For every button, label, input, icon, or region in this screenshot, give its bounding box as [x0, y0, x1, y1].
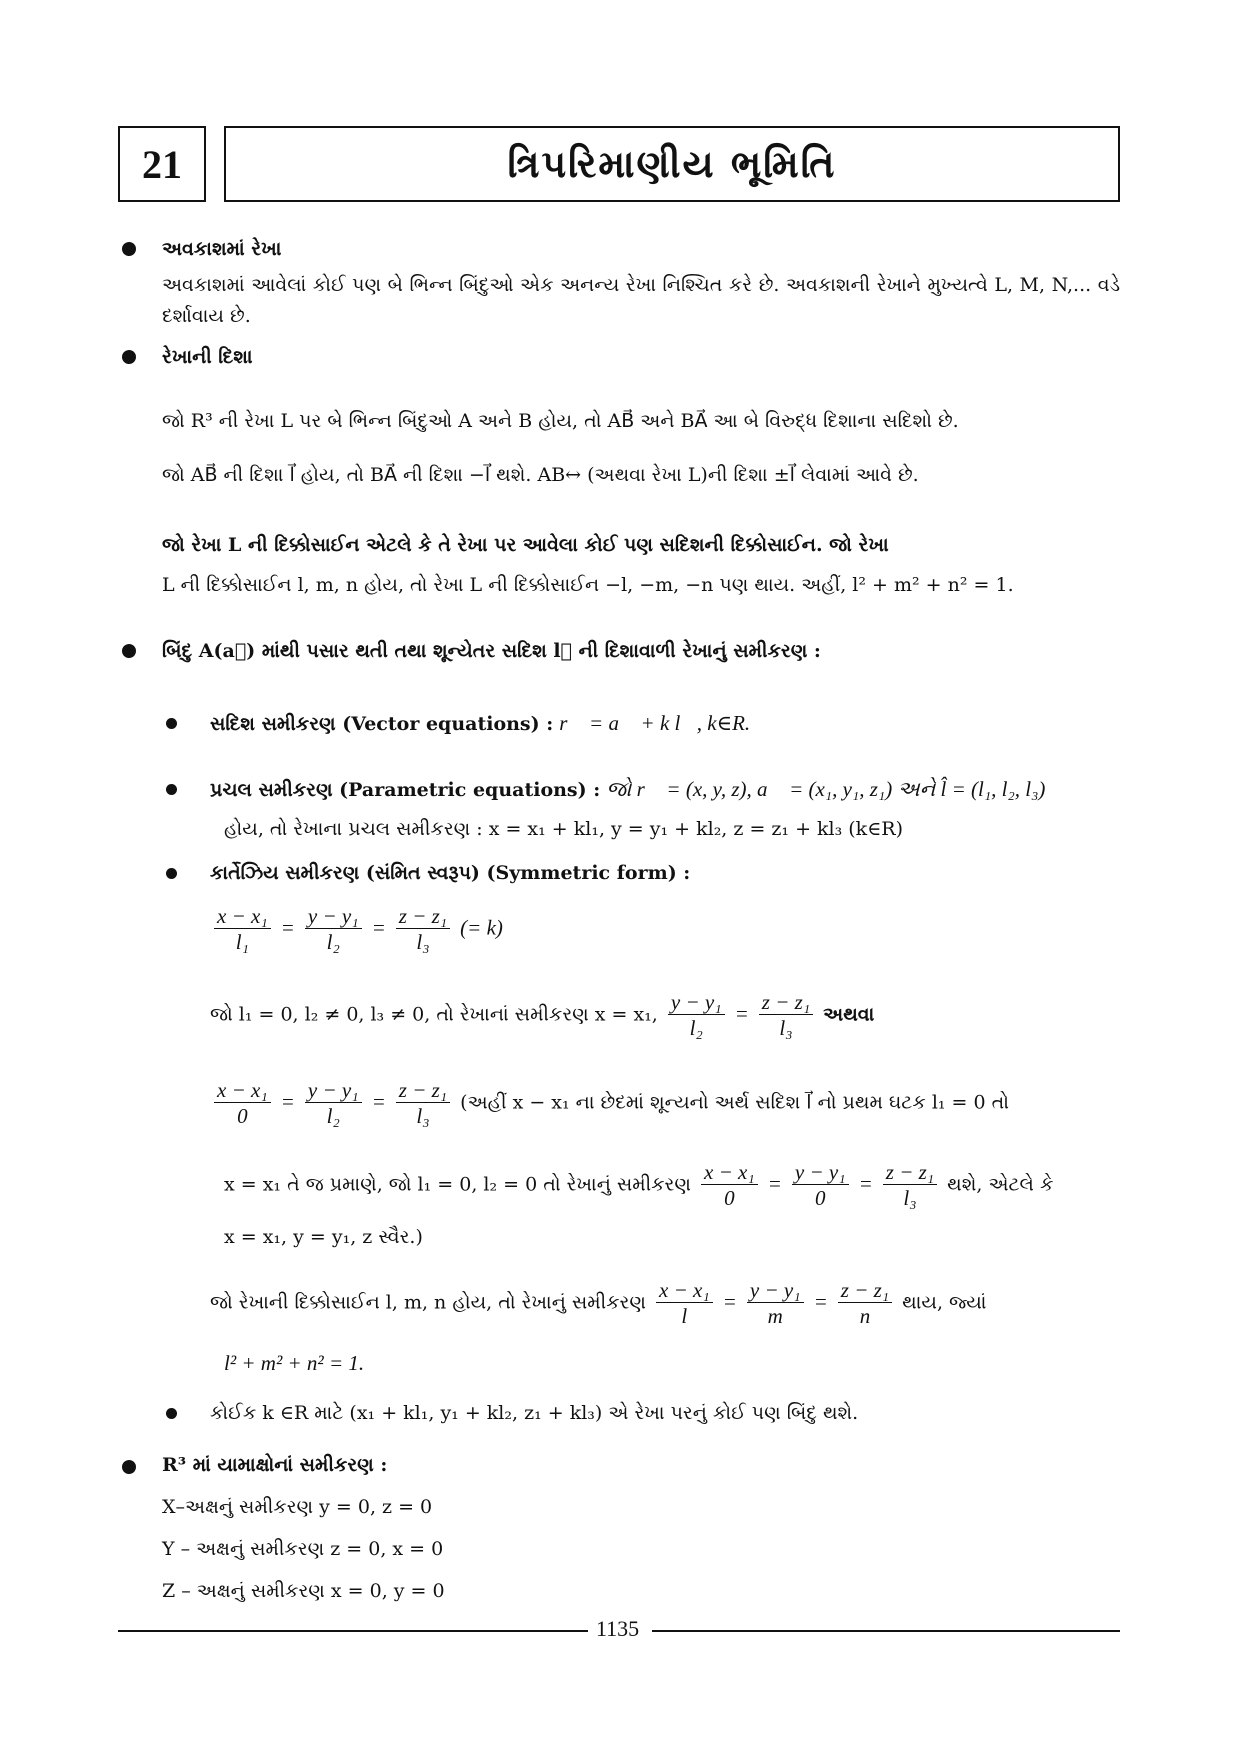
fraction: $\frac{\text{x − x₁}}{0}$ — [214, 1078, 271, 1129]
vector-equation-label: સદિશ સમીકરણ (Vector equations) : — [210, 713, 554, 735]
fraction: $\frac{\text{y − y₁}}{\text{l₂}}$ — [305, 1078, 362, 1129]
footer-rule-left — [118, 1630, 588, 1632]
fraction: $\frac{\text{z − z₁}}{\text{l₃}}$ — [396, 904, 450, 955]
direction-line-2: જો AB⃗ ની દિશા l⃗ હોય, તો BA⃗ ની દિશા −l⃗ થશે. AB↔ (અથવા રેખા L)ની દિશા ±l⃗ લેવામાં આવે છે. — [162, 464, 919, 486]
parametric-equation — [210, 774, 1045, 805]
section-heading-line-direction: રેખાની દિશા — [162, 346, 253, 368]
page-number: 1135 — [596, 1616, 640, 1641]
zero-denominator-equation: $\frac{\text{x − x₁}}{0}$ = $\frac{\text{y − y₁}}{\text{l₂}}$ = $\frac{\text{z − z₁}}{\text{l₃}}$ (અહીં x − x₁ ના છેદમાં શૂન્યનો અર્થ સદિશ l⃗ નો પ્રથમ ઘટક l₁ = 0 તો — [210, 1078, 1009, 1129]
fraction: $\frac{\text{y − y₁}}{0}$ — [792, 1160, 849, 1211]
note-line-3: x = x₁, y = y₁, z સ્વૈર.) — [224, 1226, 423, 1248]
fraction: $\frac{\text{x − x₁}}{0}$ — [701, 1160, 758, 1211]
x-axis-equation: X–અક્ષનું સમીકરણ y = 0, z = 0 — [162, 1496, 433, 1518]
section-heading-axes: R³ માં યામાક્ષોનાં સમીકરણ : — [162, 1454, 388, 1476]
note-line-1: (અહીં x − x₁ ના છેદમાં શૂન્યનો અર્થ સદિશ l⃗ નો પ્રથમ ઘટક l₁ = 0 તો — [460, 1091, 1009, 1114]
bullet-icon — [122, 644, 136, 658]
fraction: $\frac{\text{y − y₁}}{m}$ — [747, 1278, 804, 1329]
vector-equation-formula: r⃗ = a⃗ + k l⃗, k∈R. — [559, 711, 751, 735]
y-axis-equation: Y – અક્ષનું સમીકરણ z = 0, x = 0 — [162, 1538, 444, 1560]
z-axis-equation: Z – અક્ષનું સમીકરણ x = 0, y = 0 — [162, 1580, 445, 1602]
general-point-line: કોઈક k ∈R માટે (x₁ + kl₁, y₁ + kl₂, z₁ + kl₃) એ રેખા પરનું કોઈ પણ બિંદુ થશે. — [210, 1402, 859, 1424]
fraction: $\frac{\text{z − z₁}}{\text{l₃}}$ — [396, 1078, 450, 1129]
fraction: $\frac{\text{z − z₁}}{\text{l₃}}$ — [759, 990, 813, 1041]
section-heading-line-in-space: અવકાશમાં રેખા — [162, 238, 282, 260]
equals-k: (= k) — [460, 915, 503, 940]
cartesian-equation-label: કાર્તેઝિય સમીકરણ (સંમિત સ્વરૂપ) (Symmetric form) : — [210, 862, 691, 884]
bullet-icon — [166, 718, 177, 729]
bullet-icon — [122, 350, 136, 364]
chapter-number: 21 — [118, 126, 206, 202]
parametric-equation-line-2: હોય, તો રેખાના પ્રચલ સમીકરણ : x = x₁ + kl₁, y = y₁ + kl₂, z = z₁ + kl₃ (k∈R) — [224, 818, 903, 840]
fraction: $\frac{\text{x − x₁}}{l}$ — [656, 1278, 713, 1329]
parametric-equation-label: પ્રચલ સમીકરણ (Parametric equations) : — [210, 779, 601, 801]
fraction: $\frac{\text{x − x₁}}{\text{l₁}}$ — [214, 904, 271, 955]
bullet-icon — [166, 784, 177, 795]
fraction: $\frac{\text{z − z₁}}{\text{l₃}}$ — [883, 1160, 937, 1211]
direction-cosine-condition: l² + m² + n² = 1. — [224, 1351, 365, 1375]
parametric-condition: જો r⃗ = (x, y, z), a⃗ = (x₁, y₁, z₁) અને l̂ = (l₁, l₂, l₃) — [606, 777, 1046, 801]
fraction: $\frac{\text{y − y₁}}{\text{l₂}}$ — [305, 904, 362, 955]
section-text-line-in-space: અવકાશમાં આવેલાં કોઈ પણ બે ભિન્ન બિંદુઓ એક અનન્ય રેખા નિશ્ચિત કરે છે. અવકાશની રેખાને મુખ્યત્વે L, M, N,... વડે દર્શાવાય છે. — [162, 274, 1120, 327]
bullet-icon — [122, 242, 136, 256]
fraction: $\frac{\text{z − z₁}}{n}$ — [838, 1278, 892, 1329]
note-line-2: x = x₁ તે જ પ્રમાણે, જો l₁ = 0, l₂ = 0 તો રેખાનું સમીકરણ $\frac{\text{x − x₁}}{0}$ = $\frac{\text{y − y₁}}{0}$ = $\frac{\text{z − z₁}}{\text{l₃}}$ થશે, એટલે કે — [224, 1160, 1054, 1210]
direction-line-1: જો R³ ની રેખા L પર બે ભિન્ન બિંદુઓ A અને B હોય, તો AB⃗ અને BA⃗ આ બે વિરુદ્ધ દિશાના સદિશો છે. — [162, 410, 959, 432]
bullet-icon — [122, 1460, 136, 1474]
direction-line-4: L ની દિક્કોસાઈન l, m, n હોય, તો રેખા L ની દિક્કોસાઈન −l, −m, −n પણ થાય. અહીં, l² + m² + n² = 1. — [162, 574, 1014, 596]
bullet-icon — [166, 868, 177, 879]
bullet-icon — [166, 1408, 177, 1419]
chapter-title: ત્રિપરિમાણીય ભૂમિતિ — [224, 126, 1120, 202]
direction-line-3: જો રેખા L ની દિક્કોસાઈન એટલે કે તે રેખા પર આવેલા કોઈ પણ સદિશની દિક્કોસાઈન. જો રેખા — [162, 534, 889, 556]
vector-equation — [210, 708, 750, 739]
direction-cosine-equation: જો રેખાની દિક્કોસાઈન l, m, n હોય, તો રેખાનું સમીકરણ $\frac{\text{x − x₁}}{l}$ = $\frac{\text{y − y₁}}{m}$ = $\frac{\text{z − z₁}}{n}$ થાય, જ્યાં — [210, 1278, 987, 1328]
footer-rule-right — [652, 1630, 1120, 1632]
section-heading-line-equation: બિંદુ A(a⃗) માંથી પસાર થતી તથા શૂન્યેતર સદિશ l⃗ ની દિશાવાળી રેખાનું સમીકરણ : — [162, 640, 821, 662]
l1-zero-case: જો l₁ = 0, l₂ ≠ 0, l₃ ≠ 0, તો રેખાનાં સમીકરણ x = x₁, $\frac{\text{y − y₁}}{\text{l₂}}$ = $\frac{\text{z − z₁}}{\text{l₃}}$ અથવા — [210, 990, 875, 1040]
fraction: $\frac{\text{y − y₁}}{\text{l₂}}$ — [668, 990, 725, 1041]
symmetric-form-equation: $\frac{\text{x − x₁}}{\text{l₁}}$ = $\frac{\text{y − y₁}}{\text{l₂}}$ = $\frac{\text{z − z₁}}{\text{l₃}}$ (= k) — [210, 904, 503, 955]
